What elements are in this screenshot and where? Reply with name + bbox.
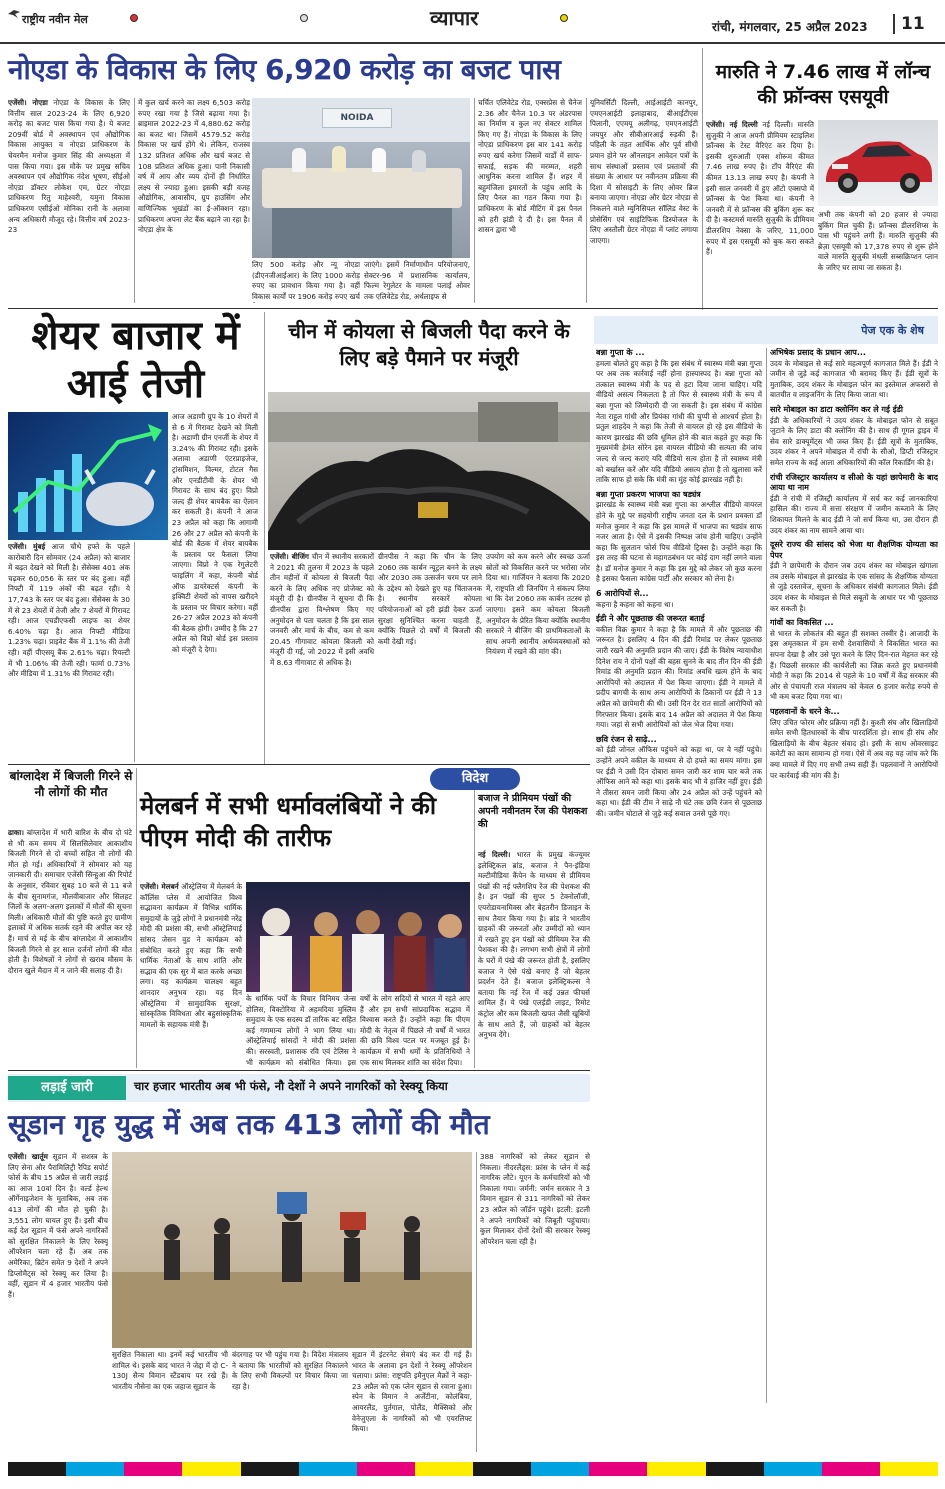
page1-left-text: कहना है कहना को कहना था। [596,599,674,609]
bangladesh-headline-block [8,768,134,826]
bajaj-headline: बजाज ने प्रीमियम पंखों की अपनी नवीनतम रेंज की पेशकश की [478,793,588,830]
page1-right-text: ईडी के अधिकारियों ने उदय शंकर के मोबाइल फोन से सबूत जुटाने के लिए डाटा की क्लोनिंग की है। साथ ही गूगल ड्राइव में सेव सारे डाक्यूमेंट्स भी जब्त किए हैं। ईडी सूत्रों के मुताबिक, उदय शंकर ने अपने मोबाइल में रांची के सीओ, डिप्टी रजिस्ट्रार समेत राज्य के कई आला अधिकारियों की कॉल रिकार्डिंग की है। [770,415,938,467]
page1-left-column [596,348,762,1403]
bangladesh-body: बांग्लादेश में भारी बारिश के बीच दो घंटे से भी कम समय में सिलसिलेवार आकाशीय बिजली गिरने से दो बच्चों सहित नौ लोगों की मौत हो गई। अधिकारियों ने सोमवार को यह जानकारी दी। समाचार एजेंसी सिन्हुआ की रिपोर्ट के अनुसार, रविवार सुबह 10 बजे से 11 बजे के बीच सुनामगंज, मौलवीबाजार और सिलहट जिलों के अलग-अलग इलाकों में मौतों की सूचना मिली। अधिकारी मौतों की पुष्टि करते हुए ग्रामीण इलाकों में अधिक सतर्क रहने की अपील कर रहे हैं। मार्च से मई के बीच बांग्लादेश में आकाशीय बिजली गिरने से हर साल दर्जनों लोगों की मौत होती है। विशेषज्ञों ने लोगों से खराब मौसम के दौरान खुले मैदान में न जाने की सलाह दी है। [8,828,132,975]
registration-mark-icon [560,14,568,22]
sudan-column-5: सूडान में इंटरनेट सेवाएं बंद कर दी गई हैं। भारत के अलावा इन देशों ने रेस्क्यू ऑपरेशन चलाया। फ्रांस: राष्ट्रपति इमैनुएल मैक्रों ने कहा- 23 अप्रैल को एक प्लेन सूडान से रवाना हुआ। स्पेन के विमान ने अर्जेंटीना, कोलंबिया, आयरलैंड, पुर्तगाल, पोलैंड, मैक्सिको और वेनेजुएला के नागरिकों को भी एयरलिफ्ट किया। [352,1350,472,1434]
melbourne-headline: मेलबर्न में सभी धर्मावलंबियों ने की पीएम मोदी की तारीफ [140,792,437,852]
page-number: 11 [893,14,925,34]
bajaj-text [478,850,590,1068]
column-rule [476,1152,477,1452]
noida-banner: NOIDA [322,108,392,128]
melbourne-event-photo [246,882,470,992]
noida-column-1 [8,98,130,303]
noida-dateline: एजेंसी। नोएडा [8,98,48,107]
melbourne-dateline: एजेंसी। मेलबर्न [140,882,179,891]
page1-left-text: झारखंड के स्वास्थ्य मंत्री बन्ना गुप्ता का अश्लील वीडियो वायरल होने के मुद्दे पर सहयोगी राष्ट्रीय जनता दल के प्रधान प्रवक्ता डॉ मनोज कुमार ने कहा कि इस मामले में भाजपा का षड्यंत्र साफ नजर आता है। ऐसे में इसकी निष्पक्ष जांच होनी चाहिए। उन्होंने कहा कि सुलतान फोर्स पिच वीडियो ट्रिक्स है। उन्होंने कहा कि इस तरह की घटना से महागठबंधन पर कोई दाग नहीं लगने वाला है। डॉ मनोज कुमार ने कहा कि इस मुद्दे को लेकर जो कुछ करना है इसका फैसला कांग्रेस पार्टी और सरकार को लेना है। [596,500,762,584]
column-rule [134,542,135,762]
page1-left-text: वकील विक्र कुमार ने कहा है कि मामले में और पूछताछ की जरूरत है। इसलिए 4 दिन की ईडी रिमांड पर लेकर पूछताछ जारी रखने की अनुमति प्रदान की जाए। ईडी के विशेष न्यायाधीश दिनेश राय ने दोनों पक्षों की बहस सुनने के बाद तीन दिन की ईडी रिमांड की अनुमति प्रदान की। रिमांड अवधि खत्म होने के बाद आरोपियों को अदालत में पेश किया जाएगा। ईडी ने मामले में प्रदीप बागची के साथ अन्य आरोपियों के ठिकानों पर ईडी ने 13 अप्रैल को छापेमारी की थी। उसी दिन देर रात सातों आरोपियों को गिरफ्तार किया। इसके बाद 14 अप्रैल को अदालत में पेश किया गया। जहां से सभी आरोपियों को जेल भेज दिया गया। [596,624,762,730]
maruti-text-1: नई दिल्ली। मारुति सुजुकी ने आज अपनी प्रीमियम स्टाइलिश फ्रॉन्क्स के टेस्ट वैरिएंट कर दिया है। इसकी शुरुआती एक्स शोरूम कीमत 7.46 लाख रुपए है। टॉप वैरिएंट की कीमत 13.13 लाख रुपए है। कंपनी ने इसी साल जनवरी में हुए ऑटो एक्सपो में फ्रॉन्क्स के पेश किया था। कंपनी ने जनवरी में से फ्रॉन्क्स की बुकिंग शुरू कर दी है। कस्टमर्स मारुति सुजुकी के प्रीमियम डीलरशिप नेक्सा के जरिए, 11,000 रुपए में इस एसयूवी को बुक करा सकते हैं। [706,120,814,257]
page1-subhead: छवि रंजन से साढ़े... [596,734,657,744]
melbourne-column-2: के धार्मिक पर्यों के विचार विनिमय जेन्स होलिस, विक्टोरिया में अहमदिया मुस्लिम समुदाय के एक सदस्य डॉ तारिक बट सहित कई गणमान्य लोगों ने भाग लिया था। ऑस्ट्रेलियाई सांसदों ने मोदी की प्रशंसा की। सरस्वती, प्रशासक रवि एवं टेलिस ने भी कार्यक्रम को संबोधित किया। इस [246,994,356,1067]
column-rule [136,768,137,1068]
sudan-dateline: एजेंसी। खार्तूम [8,1152,48,1161]
share-headline-block [8,312,263,412]
share-right-column: आज अडाणी ग्रुप के 10 शेयरों में से 6 में गिरावट देखने को मिली है। अडाणी ग्रीन एनर्जी के शेयर में 3.24% की गिरावट रही। इसके अलावा अडाणी एंटरप्राइजेज, ट्रांसमिशन, विल्मर, टोटल गैस और एनडीटीवी के शेयर भी गिरावट के साथ बंद हुए। विप्रो जल्द ही शेयर बायबैक का ऐलान कर सकती है। कंपनी ने आज 23 अप्रैल को कहा कि आगामी 26 और 27 अप्रैल को कंपनी के बोर्ड की बैठक में शेयर बायबैक के प्रस्ताव पर फैसला लिया जाएगा। विप्रो ने एक रेगुलेटरी फाइलिंग में कहा, कंपनी बोर्ड ऑफ डायरेक्टर्स कंपनी के इक्विटी शेयरों को वापस खरीदने के प्रस्ताव पर विचार करेगा। वहीं 26-27 अप्रैल 2023 को कंपनी की बैठक होगी। उम्मीद है कि 27 अप्रैल को विप्रो बोर्ड इस प्रस्ताव को मंजूरी दे देगा। [172,412,258,655]
registration-mark-icon [300,14,308,22]
stock-market-photo [8,412,168,540]
registration-mark-icon [130,14,138,22]
melbourne-text-1: ऑस्ट्रेलिया में मेलबर्न के कॉलिंस प्लेस में आयोजित विश्व सद्भावना कार्यक्रम में विभिन्न धार्मिक समुदायों के जुड़े लोगों ने प्रधानमंत्री नरेंद्र मोदी की प्रशंसा की, सभी ऑस्ट्रेलियाई सांसद जेसन वुड ने कार्यक्रम को संबोधित करते हुए कहा कि सभी धार्मिक नेताओं के साथ शांति और सद्भाव की एक सुर में बात करके अच्छा लगा। यह कार्यक्रम चालक्ष्य बहुत शानदार अनुभव रहा। यह दिन ऑस्ट्रेलिया में सामुदायिक सुरक्षा, सांस्कृतिक विविधता और बहुसांस्कृतिक मामलों के सहायक मंत्री हैं। [140,882,242,1029]
maruti-column-1 [706,120,814,310]
sudan-column-2: सुरक्षित निकाला था। इनमें कई भारतीय भी शामिल थे। इसके बाद भारत ने जेद्दा में दो C-130J सैन्य विमान स्टैंडबाय पर रखे हैं। भारतीय नौसेना का एक जहाज सूडान के [112,1350,228,1391]
noida-text-1: नोएडा के विकास के लिए वित्तीय साल 2023-24 के लिए 6,920 करोड़ का बजट पास किया गया है। ये बजट 209वीं बोर्ड में अवस्थापन एवं औद्योगिक विकास आयुक्त व नोएडा प्राधिकरण के चेयरमैन मनोज कुमार सिंह की अध्यक्षता में पास किया गया। इस मौके पर प्रमुख सचिव अवस्थापन एवं औद्योगिक नंदेश भूषण, सीईओ नोएडा डॉक्टर लोकेश एम, ग्रेटर नोएडा प्राधिकरण रितु माहेश्वरी, यमुना विकास प्राधिकरण एसीईओ मोनिका रानी के अलावा अन्य अधिकारी मौजूद रहे। वित्तीय वर्ष 2023-23 [8,98,130,235]
page1-right-text: से भारत के लोकतंत्र की बहुत ही सशक्त तस्वीर है। आजादी के इस अमृतकाल में हम सभी देशवासियों ने विकसित भारत का सपना देखा है और उसे पूरा करने के लिए दिन-रात मेहनत कर रहे हैं। पिछली सरकार की कार्यशैली का जिक्र करते हुए प्रधानमंत्री मोदी ने कहा कि 2014 से पहले के 10 वर्षों में केंद्र सरकार की ओर से पंचायती राज मंत्रालय को केवल 6 हजार करोड़ रुपये से भी कम बजट दिया गया था। [770,628,938,702]
noida-meeting-photo [252,98,470,258]
page1-subhead: रांची रजिस्ट्रार कार्यालय व सीओ के यहां छापेमारी के बाद आया था नाम [770,472,938,493]
color-calibration-bar [8,1462,938,1476]
noida-column-5: चर्चित एलिवेटेड रोड, एक्सप्रेस से चैनेज 2.36 और चैनेज 10.3 पर अंडरपास का निर्माण व कुल नए सेक्टर शामिल किए गए हैं। नोएडा के विकास के लिए नोएडा प्राधिकरण इस बार 141 करोड़ रुपए खर्च करेगा जिसमें यार्डों में साफ-सफाई, सड़क की मरम्मत, शहरी आधुनिक करना शामिल हैं। शहर में बहुमंजिला इमारतों के पहुंच आदि के लिए पैनल का गठन किया गया है। प्राधिकरण के बोर्ड मीटिंग में इस पैनल को हरी झंडी दे दी है। इस पैनल में शासन द्वारा भी [478,98,582,235]
section-divider [8,1070,590,1071]
maruti-dateline: एजेंसी। नई दिल्ली [706,120,758,129]
noida-headline-block [8,50,698,96]
melbourne-headline-block [140,790,470,880]
newspaper-brand: राष्ट्रीय नवीन मेल [22,13,88,26]
noida-headline: नोएडा के विकास के लिए 6,920 करोड़ का बजट पास [8,53,561,86]
page1-left-text: हमला बोलते हुए कहा है कि इस संबंध में स्वास्थ्य मंत्री बन्ना गुप्ता पर अब तक कार्रवाई नहीं होना हास्यास्पद है। बन्ना गुप्ता को तत्काल स्वास्थ्य मंत्री के पद से हटा दिया जाना चाहिए। यदि वीडियो असत्य निकलता है तो फिर से स्वास्थ्य मंत्री के रूप में बन्ना गुप्ता को जिम्मेदारी दी जा सकती है। इस संबंध में कांग्रेस नेता राहुल गांधी और प्रियंका गांधी की चुप्पी से आश्चर्य होता है। प्रतुल शाहदेव ने कहा कि तेजी से वायरल हो रहे इस वीडियो के कारण झारखंड की छवि धूमिल होने की बात कहते हुए कहा कि मुख्यमंत्री हेमंत सोरेन इस वायरल वीडियो की सत्यता की जांच जल्द से जल्द कराएं यदि वीडियो सत्य होता है तो स्वास्थ्य मंत्री को बर्खास्त करें और यदि वीडियो असत्य होता है तो खुलासा करें ताकि साफ हो सके कि मंत्री का मुंह कोई झारखंड नहीं है। [596,358,762,485]
bull-chart-icon [8,412,168,540]
coal-column-1 [270,552,374,762]
page1-subhead: 6 आरोपियों से... [596,589,649,599]
share-headline: शेयर बाजार में आई तेजी [31,313,240,407]
bird-logo-icon [8,10,20,18]
column-rule [586,98,587,303]
page1-box-title: पेज एक के शेष [861,324,924,337]
sudan-headline-block [8,1104,590,1150]
section-divider [8,764,590,765]
bangladesh-headline: बांग्लादेश में बिजली गिरने से नौ लोगों की मौत [9,769,133,799]
car-icon [818,120,938,206]
page1-right-text: उदय के मोबाइल से कई सारे महत्वपूर्ण कागजात मिले हैं। ईडी ने जमीन से जुड़े कई कागजात भी बरामद किए हैं। ईडी सूत्रों के मुताबिक, उदय शंकर के मोबाइल फोन का इस्तेमाल अफसरों से बातचीत व लाइजनिंग के लिए किया जाता था। [770,358,938,400]
column-rule [134,98,135,303]
people-walking-icon [112,1152,472,1348]
noida-column-3: लिए 500 करोड़ और न्यू नोएडा (डीएनजीआईआर) के लिए 1000 करोड़ रुपए का प्रावधान किया गया है। वहीं विकास कार्यों पर 1906 करोड़ रुपए खर्च [252,260,360,301]
column-rule [702,48,703,310]
page1-subhead: बन्ना गुप्ता प्रकरण भाजपा का षड्यंत्र [596,489,701,499]
coal-column-3: उपयोग को कम करने और स्वच्छ ऊर्जा स्रोतों को विकसित करने पर भरोसा जोर दिया था। गार्जियन ने बताया कि 2020 में, राष्ट्रपति शी जिनपिंग ने संकल्प लिया था कि देश 2060 तक कार्बन तटस्थ हो जाएगा। इसने कम कोयला बिजली अनुमोदन के प्रेरित किया क्योंकि स्थानीय सरकारें ने बीजिंग की प्राथमिकताओं के साथ अपनी स्थानीय अर्थव्यवस्थाओं को नियंत्रण में रखने की मांग की। [486,552,590,657]
sudan-text-1: सूडान में सशस्त्र के लिए सेना और पैरामिलिट्री रैपिड सपोर्ट फोर्स के बीच 15 अप्रैल से जारी लड़ाई का आज 10वां दिन है। वर्ल्ड हेल्थ ऑर्गेनाइजेशन के मुताबिक, अब तक 413 लोगों की मौत हो चुकी है। 3,551 लोग घायल हुए हैं। इसी बीच कई देश सूडान में फंसे अपने नागरिकों को सुरक्षित निकालने के लिए रेस्क्यू ऑपरेशन चला रहे हैं। अब तक अमेरिका, ब्रिटेन समेत 9 देशों ने अपने डिप्लोमैट्स को रेस्क्यू कर लिया है। वहीं, सूडान में 4 हजार भारतीय फंसे हैं। [8,1152,108,1299]
person-figure [412,150,426,172]
coal-dateline: एजेंसी। बीजिंग [270,552,309,561]
person-figure [332,146,346,172]
sudan-column-1 [8,1152,108,1452]
section-title: व्यापार [430,6,479,30]
page1-right-text: ईडी ने रांची में रजिस्ट्री कार्यालय में सर्च कर कई जानकारियां हासिल की। राज्य में सत्ता संरक्षण में जमीन कब्जाने के लिए शिकायत मिलने के बाद ईडी ने जो सर्च किया था, उस दौरान ही उदय शंकर का नाम सामने आया था। [770,493,938,535]
photo-floor [272,208,452,258]
column-rule [766,348,767,1403]
person-figure [292,148,306,172]
share-left-text: आज चौथे हफ्ते के पहले कारोबारी दिन सोमवार (24 अप्रैल) को बाजार में बढ़त देखने को मिली है। सेंसेक्स 401 अंक चढ़कर 60,056 के स्तर पर बंद हुआ। वहीं निफ्टी में 119 अंकों की बढ़त रही। ये 17,743 के स्तर पर बंद हुआ। सेंसेक्स के 30 में से 23 शेयरों में तेजी और 7 शेयरों में गिरावट रही। आज एचडीएफसी लाइफ का शेयर 6.40% चढ़ा है। आज निफ्टी मीडिया 1.23% चढ़ा। प्राइवेट बैंक में 1.1% की तेजी रही। वहीं पीएसयू बैंक 2.61% चढ़ा। रियल्टी में भी 1.06% की तेजी रही। फार्मा 0.73% और मीडिया में 1.31% की गिरावट रही। [8,542,130,679]
coal-heap-icon [268,392,590,550]
page1-left-text: को ईडी जोनल ऑफिस पहुंचने को कहा था, पर वे नहीं पहुंचे। उन्होंने अपने वकील के माध्यम से दो हफ्ते का समय मांगा। इस पर ईडी ने उसी दिन दोबारा समन जारी कर शाम चार बजे तक ऑफिस आने को कहा था। इसके बाद भी वे हाजिर नहीं हुए। ईडी ने तीसरा समन जारी किया और 24 अप्रैल को उन्हें पहुंचने को कहा था। ईडी की टीम ने साढ़े नौ घंटे तक छवि रंजन से पूछताछ की। जमीन घोटाले से जुड़े कई सवाल उनसे पूछे गए। [596,745,762,818]
noida-column-6: यूनिवर्सिटी दिल्ली, आईआईटी कानपुर, एमएनआईटी इलाहाबाद, बीआईटीएस पिलानी, एएमयू अलीगढ़, एमएनआईटी जयपुर और सीबीआरआई रुड़की हैं। पहिली के तहत आर्थिक और पूर्व सीधी प्रयान होने पर ऑनलाइन आवेदन पत्रों के साथ संस्थाओं प्रस्ताव एवं प्रस्तावों की संख्या के आधार पर नवीनतम प्रक्रिया की दिशा में सोसाइटी के लिए ओवर ब्रिज बनाया जाएगा। नोएडा और ग्रेटर नोएडा से निकलने वाले म्युनिसिपल सॉलिड वेस्ट के प्रोसेसिंग एवं साइंटिफिक डिस्पोजल के लिए अस्तौली ग्रेटर नोएडा में प्लांट लगाया जाएगा। [590,98,698,245]
share-left-column [8,542,130,762]
bajaj-dateline: नई दिल्ली। [478,850,511,859]
coal-text-1: चीन में स्थानीय सरकारों ने 2021 की तुलना में 2023 के पहले तीन महीनों में कोयला से बिजली पैदा करने के लिए अधिक नए प्रोजेक्ट को मंजूरी दी है। ग्रीनपीस ने सूचना दी कि ग्रीनपीस द्वारा विश्लेषण किए गए अनुमोदन से पता चलता है कि इस साल जनवरी और मार्च के बीच, कम से कम 20.45 गीगावाट कोयला बिजली को मंजूरी दी गई, जो 2022 में इसी अवधि में 8.63 गीगावाट से अधिक है। [270,552,374,667]
coal-headline-block [270,318,588,388]
bajaj-body: भारत के प्रमुख कंज्यूमर इलेक्ट्रिकल ब्रांड, बजाज ने पैन-इंडिया मल्टीमीडिया कैंपेन के माध्यम से प्रीमियम पंखों की नई फ्लैगशिप रेंज की पेशकश की है। इन पंखों की सुपर 5 टेक्नोलॉजी, एयरोडायनामिक्स और बेहतरीन डिजाइन के साथ तैयार किया गया है। ब्रांड ने भारतीय ग्राहकों की जरूरतों और उम्मीदों को ध्यान में रखते हुए इन पंखों को प्रीमियम रेंज की पेशकश की है। लगभग सभी क्षेत्रों में लोगों के घरों में पंखे की जरूरत होती है, इसलिए बजाज ने ऐसे पंखे बनाए हैं जो बेहतर प्रदर्शन देते हैं। बजाज इलेक्ट्रिकल्स ने बताया कि नई रेंज में कई उन्नत फीचर्स शामिल हैं। ये पंखे एलईडी लाइट, रिमोट कंट्रोल और कम बिजली खपत जैसी खूबियों के साथ आते हैं, जो ग्राहकों को बेहतर अनुभव देंगे। [478,850,590,1040]
column-rule [474,98,475,303]
masthead [0,0,945,44]
sudan-kicker-bar [8,1074,590,1102]
melbourne-column-3: वर्षों के लोग सदियों से भारत में रहते आए हैं और हम सभी सांप्रदायिक सद्भाव में विश्वास करते हैं। उन्होंने कहा कि पीएम मोदी के नेतृत्व में पिछले नौ वर्षों में भारत की छवि विश्व पटल पर मजबूत हुई है। कार्यक्रम में सभी धर्मों के प्रतिनिधियों ने एक साथ मिलकर शांति का संदेश दिया। [360,994,470,1067]
page1-right-column [770,348,938,1403]
meeting-table [262,168,462,208]
page1-subhead: ईडी ने और पूछताछ की जरूरत बताई [596,614,705,624]
melbourne-column-1 [140,882,242,1068]
maruti-column-2: अभी तक कंपनी को 20 हजार से ज्यादा बुकिंग मिल चुकी हैं। फ्रॉन्क्स डीलरशिप्स के पास भी पहुंचने लगी हैं। मारुति सुजुकी की ब्रेज़ा एसयूवी को 17,378 रुपए से शुरू होने वाले मारुति सुजुकी मंथली सब्सक्रिप्शन प्लान के जरिए घर लाया जा सकता है। [818,210,938,272]
noida-column-2: में कुल खर्च करने का लक्ष्य 6,503 करोड़ रुपए रखा गया है जिसे बढ़ाया गया है। ब्राइमाल 2022-23 में 4,880.62 करोड़ का बजट था। जिसमें 4579.52 करोड़ विकास पर खर्च होंगे थे। लेकिन, राजस्व 132 प्रतिशत अधिक और खर्च बजट से 108 प्रतिशत अधिक हुआ। पानी निकासी वर्ष में आय और व्यय दोनों ही निर्धारित लक्ष्य से ज्यादा हुआ। इसकी बड़ी वजह औद्योगिक, आवासीय, ग्रुप हाउसिंग और वाणिज्यिक भूखंडों का ई-ऑक्शन रहा। प्राधिकरण अपना लेट बैंक बढ़ाने जा रहा है। नोएडा क्षेत्र के [138,98,250,235]
maruti-headline: मारुति ने 7.46 लाख में लॉन्च की फ्रॉन्क्स एसयूवी [715,61,931,108]
share-dateline: एजेंसी। मुंबई [8,542,46,551]
coal-pile-photo [268,392,590,550]
sudan-refugees-photo [112,1152,472,1348]
column-rule [474,790,475,1068]
people-group-icon [246,882,470,992]
videsh-section-tag: विदेश [430,768,520,790]
page1-box-header [594,316,938,344]
noida-column-4: जाएंगे। इसमें निर्माणाधीन परियोजनाएं, सेक्टर-96 में प्रशासनिक कार्यालय, फिल्म रेगुलेटर के मामला पलाई ओवर तक एलिवेटेड रोड, अर्थलाइफ से [364,260,470,301]
coal-column-2: ग्रीनपीस ने कहा कि चीन के लिए 2060 तक कार्बन न्यूट्रल बनने के लक्ष्य और 2030 तक उत्सर्जन चरम पर लाने के उद्देश्य को देखते हुए यह चिंताजनक है। स्थानीय सरकारें कोयला परियोजनाओं को हरी झंडी देकर ऊर्जा सुरक्षा सुनिश्चित करना चाहती हैं, क्योंकि पिछले दो वर्षों में बिजली की कमी देखी गई। [378,552,482,646]
page1-subhead: बन्ना गुप्ता के ... [596,348,645,357]
column-rule [264,312,265,764]
person-figure [372,148,386,172]
sudan-headline: सूडान गृह युद्ध में अब तक 413 लोगों की मौत [8,1108,490,1141]
page1-subhead: गांवों का विकसित ... [770,618,834,628]
page1-right-text: ईडी ने छापेमारी के दौरान जब उदय शंकर का मोबाइल खंगाला तब उसके मोबाइल से झारखंड के एक सांसद के शैक्षणिक योग्यता से जुड़े दस्तावेज, सूचना के अधिकार संबंधी कागजात मिले। ईडी उदय शंकर के मोबाइल से मिले सबूतों के आधार पर भी पूछताछ कर सकती है। [770,561,938,613]
page1-subhead: सारे मोबाइल का डाटा क्लोनिंग कर ले गई ईडी [770,404,903,414]
sudan-column-4: 388 नागरिकों को लेकर सूडान से निकला। नीदरलैंड्स: फ्रांस के प्लेन में कई नागरिक लौटे। यूएन के कर्मचारियों को भी निकाला गया। जर्मनी: जर्मन सरकार ने 3 विमान सूडान से 311 नागरिकों को लेकर 23 अप्रैल को जॉर्डन पहुंचे। इटली: इटली ने अपने नागरिकों को जिबूती पहुंचाया। कुल मिलाकर दोनों देशों की सरकार रेस्क्यू ऑपरेशन चला रही है। [480,1152,590,1246]
section-divider [8,308,938,309]
sudan-tag: लड़ाई जारी [8,1076,126,1100]
sudan-kicker: चार हजार भारतीय अब भी फंसे, नौ देशों ने अपने नागरिकों को रेस्क्यू किया [134,1079,448,1093]
coal-headline: चीन में कोयला से बिजली पैदा करने के लिए बड़े पैमाने पर मंजूरी [288,319,570,370]
bangladesh-text [8,828,132,1068]
page1-subhead: अभिषेक प्रसाद के प्रधान आप... [770,348,866,357]
page1-subhead: पहलवानों के धरने के... [770,707,840,716]
page1-subhead: दूसरे राज्य की सांसद को भेजा था शैक्षणिक योग्यता का पेपर [770,540,938,560]
sudan-column-3: बंदरगाह पर भी पहुंच गया है। विदेश मंत्रालय ने बताया कि भारतीयों को सुरक्षित निकालने के लिए सभी विकल्पों पर विचार किया जा रहा है। [232,1350,348,1391]
issue-date: रांची, मंगलवार, 25 अप्रैल 2023 [712,20,868,34]
page1-right-text: लिए उचित फोरम और प्रक्रिया नहीं है। कुश्ती संघ और खिलाड़ियों समेत सभी हितधारकों के बीच पारदर्शिता हो। साथ ही संघ और खिलाड़ियों के बीच बेहतर संवाद हो। इसी के साथ ओवरसाइट कमेटी का काम सामान्य हो गया। ऐसे में अब वह यह जांच करे कि क्या मामले में दिए गए सभी तथ्य सही हैं। पहलवानों ने आरोपियों पर कार्रवाई की मांग की है। [770,717,938,780]
maruti-headline-block [708,60,938,116]
bangladesh-dateline: ढाका। [8,828,25,837]
bajaj-headline-block [478,792,590,848]
fronx-car-photo [818,120,938,206]
